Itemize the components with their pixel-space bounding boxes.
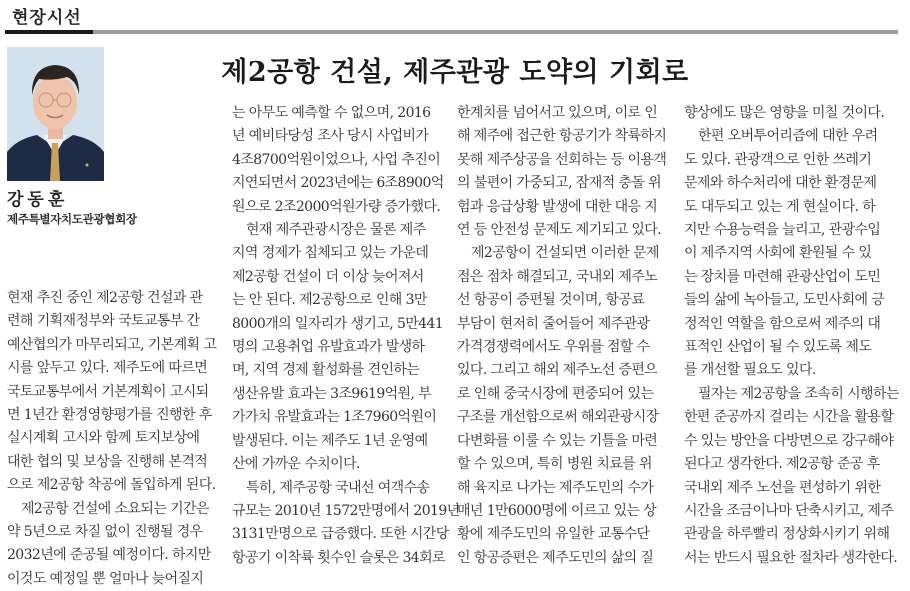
section-divider bbox=[5, 30, 898, 34]
text-line: 제2공항 건설이 더 이상 늦어져서 bbox=[232, 268, 424, 285]
text-line: 된다고 생각한다. 제2공항 준공 후 bbox=[684, 456, 880, 473]
text-line: 규모는 2010년 1572만명에서 2019년 bbox=[232, 502, 460, 519]
text-line: 인 항공증편은 제주도민의 삶의 질 bbox=[457, 549, 654, 566]
author-photo bbox=[7, 47, 104, 181]
text-line: 지연되면서 2023년에는 6조8900억 bbox=[232, 175, 444, 192]
text-line: 다변화를 이룰 수 있는 기틀을 마련 bbox=[457, 432, 658, 449]
text-line: 점은 점차 해결되고, 국내외 제주노 bbox=[457, 268, 658, 285]
article-headline: 제2공항 건설, 제주관광 도약의 기회로 bbox=[221, 57, 689, 88]
text-line: 항공기 이착륙 횟수인 슬롯은 34회로 bbox=[232, 549, 445, 566]
section-title: 현장시선 bbox=[12, 8, 82, 28]
text-line: 선 항공이 증편될 것이며, 항공료 bbox=[457, 292, 645, 309]
text-line: 는 아무도 예측할 수 없으며, 2016 bbox=[232, 105, 431, 121]
text-line: 제2공항 건설에 소요되는 기간은 bbox=[21, 500, 209, 517]
text-line: 지역 경제가 침체되고 있는 가운데 bbox=[232, 245, 429, 262]
text-line: 도 대두되고 있는 게 현실이다. 하 bbox=[684, 198, 876, 215]
text-line: 년 예비타당성 조사 당시 사업비가 bbox=[232, 128, 429, 145]
text-line: 국토교통부에서 기본계획이 고시되 bbox=[7, 383, 209, 400]
text-line: 로 인해 중국시장에 편중되어 있는 bbox=[457, 385, 654, 402]
article-column-1 bbox=[7, 287, 215, 591]
text-line: 향상에도 많은 영향을 미칠 것이다. bbox=[684, 105, 885, 121]
text-line: 는 장치를 마련해 관광산업이 도민 bbox=[684, 268, 881, 285]
text-line: 문제와 하수처리에 대한 환경문제 bbox=[684, 175, 877, 192]
text-line: 발생된다. 이는 제주도 1년 운영예 bbox=[232, 432, 428, 449]
text-line: 관광을 하루빨리 정상화시키기 위해 bbox=[684, 526, 890, 543]
text-line: 시간을 조금이나마 단축시키고, 제주 bbox=[684, 502, 894, 519]
article-column-4 bbox=[684, 102, 899, 570]
text-line: 정적인 역할을 함으로써 제주의 대 bbox=[684, 315, 881, 332]
text-line: 이것도 예정일 뿐 얼마나 늦어질지 bbox=[7, 570, 204, 587]
text-line: 수 있는 방안을 다방면으로 강구해야 bbox=[684, 432, 894, 449]
text-line: 해 제주에 접근한 항공기가 착륙하지 bbox=[457, 128, 667, 145]
article-column-3 bbox=[457, 102, 665, 570]
text-line: 제2공항이 건설되면 이러한 문제 bbox=[471, 245, 659, 262]
text-line: 특히, 제주공항 국내선 여객수송 bbox=[246, 479, 430, 496]
text-line: 산에 가까운 수치이다. bbox=[232, 456, 360, 473]
text-line: 면 1년간 환경영향평가를 진행한 후 bbox=[7, 407, 212, 424]
text-line: 를 개선할 필요도 있다. bbox=[684, 362, 816, 379]
text-line: 필자는 제2공항을 조속히 시행하는 bbox=[698, 385, 899, 402]
text-line: 한편 오버투어리즘에 대한 우려 bbox=[698, 128, 878, 145]
text-line: 이 제주지역 사회에 환원될 수 있 bbox=[684, 245, 872, 262]
text-line: 으로 제2공항 착공에 돌입하게 된다. bbox=[7, 477, 216, 494]
text-line: 한계치를 넘어서고 있으며, 이로 인 bbox=[457, 105, 658, 121]
text-line: 8000개의 일자리가 생기고, 5만441 bbox=[232, 315, 444, 332]
text-line: 연 등 안전성 문제도 제기되고 있다. bbox=[457, 222, 662, 239]
text-line: 생산유발 효과는 3조9619억원, 부 bbox=[232, 385, 432, 402]
author-name: 강동훈 bbox=[7, 190, 69, 210]
text-line: 며, 지역 경제 활성화를 견인하는 bbox=[232, 362, 420, 379]
text-line: 도 있다. 관광객으로 인한 쓰레기 bbox=[684, 151, 872, 168]
text-line: 지만 수용능력을 늘리고, 관광수입 bbox=[684, 222, 881, 239]
text-line: 현재 추진 중인 제2공항 건설과 관 bbox=[7, 290, 203, 306]
text-line: 원으로 2조2000억원가량 증가했다. bbox=[232, 198, 441, 215]
text-line: 국내외 제주 노선을 편성하기 위한 bbox=[684, 479, 881, 496]
text-line: 있다. 그리고 해외 제주노선 증편으 bbox=[457, 362, 658, 379]
text-line: 대한 협의 및 보상을 진행해 본격적 bbox=[7, 453, 208, 470]
text-line: 황에 제주도민의 유일한 교통수단 bbox=[457, 526, 650, 543]
text-line: 표적인 산업이 될 수 있도록 제도 bbox=[684, 339, 872, 356]
text-line: 련해 기획재정부와 국토교통부 간 bbox=[7, 313, 200, 330]
text-line: 예산협의가 마무리되고, 기본계획 고 bbox=[7, 336, 217, 353]
text-line: 할 수 있으며, 특히 병원 치료를 위 bbox=[457, 456, 652, 473]
text-line: 의 불편이 가중되고, 잠재적 충돌 위 bbox=[457, 175, 662, 192]
text-line: 2032년에 준공될 예정이다. 하지만 bbox=[7, 547, 211, 564]
portrait-icon bbox=[7, 47, 104, 181]
text-line: 한편 준공까지 걸리는 시간을 활용할 bbox=[684, 409, 894, 426]
text-line: 해 육지로 나가는 제주도민의 수가 bbox=[457, 479, 654, 496]
text-line: 는 안 된다. 제2공항으로 인해 3만 bbox=[232, 292, 427, 309]
text-line: 약 5년으로 차질 없이 진행될 경우 bbox=[7, 524, 203, 541]
text-line: 3131만명으로 급증했다. 또한 시간당 bbox=[232, 526, 449, 543]
author-title: 제주특별자치도관광협회장 bbox=[7, 212, 137, 226]
text-line: 명의 고용취업 유발효과가 발생하 bbox=[232, 339, 425, 356]
text-line: 시를 앞두고 있다. 제주도에 따르면 bbox=[7, 360, 208, 377]
text-line: 들의 삶에 녹아들고, 도민사회에 긍 bbox=[684, 292, 885, 309]
text-line: 4조8700억원이었으나, 사업 추진이 bbox=[232, 151, 441, 168]
section-divider-accent bbox=[5, 30, 93, 34]
text-line: 가가치 유발효과는 1조7960억원이 bbox=[232, 409, 437, 426]
text-line: 못해 제주상공을 선회하는 등 이용객 bbox=[457, 151, 667, 168]
text-line: 험과 응급상황 발생에 대한 대응 지 bbox=[457, 198, 658, 215]
text-line: 서는 반드시 필요한 절차라 생각한다. bbox=[684, 549, 898, 566]
text-line: 가격경쟁력에서도 우위를 점할 수 bbox=[457, 339, 650, 356]
text-line: 실시계획 고시와 함께 토지보상에 bbox=[7, 430, 200, 447]
text-line: 부담이 현저히 줄어들어 제주관광 bbox=[457, 315, 650, 332]
text-line: 구조를 개선함으로써 해외관광시장 bbox=[457, 409, 659, 426]
article-column-2 bbox=[232, 102, 460, 570]
text-line: 현재 제주관광시장은 물론 제주 bbox=[246, 222, 426, 239]
text-line: 매년 1만6000명에 이르고 있는 상 bbox=[457, 502, 657, 519]
